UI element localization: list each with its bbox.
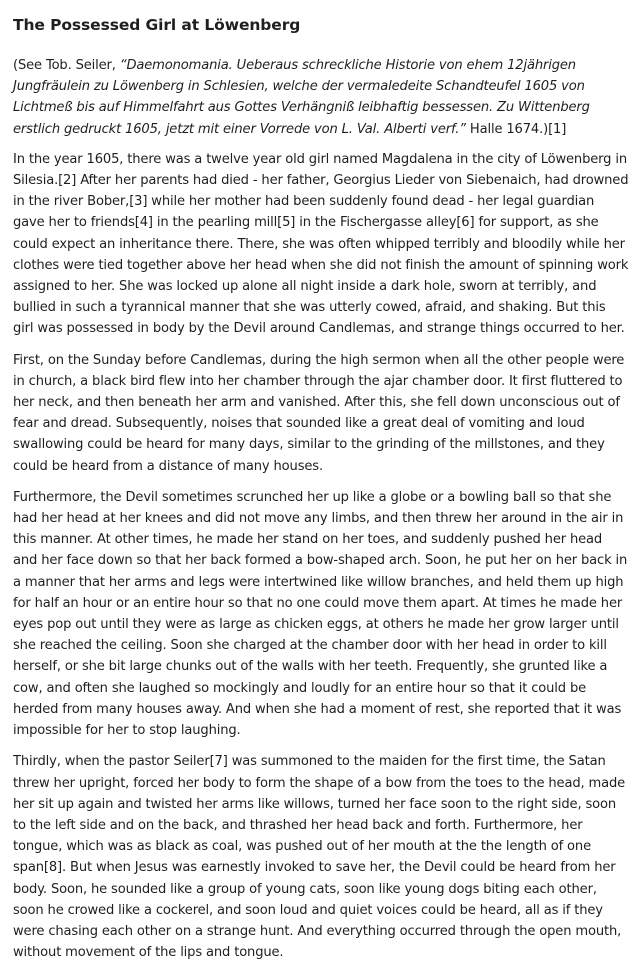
paragraph-2 bbox=[13, 350, 629, 477]
footnote-ref[interactable]: [4] bbox=[134, 215, 153, 231]
source-title: “Daemonomania. Ueberaus schreckliche Historie von ehem 12jährigen Jungfräulein zu Löwenberg in Schlesien, welche der vermaledeite Schandteufel 1605 von Lichtmeß bis auf Himmelfahrt aus Gottes Verhängniß leibhaftig bessessen. Zu Wittenberg erstlich gedruckt 1605, jetzt mit einer Vorrede von L. Val. Alberti verf.” bbox=[13, 58, 590, 137]
paragraph-text: First, on the Sunday before Candlemas, during the high sermon when all the other people were in church, a black bird flew into her chamber through the ajar chamber door. It first fluttered to her neck, and then beneath her arm and vanished. After this, she fell down unconscious out of fear and dread. Subsequently, noises that sounded like a great deal of vomiting and loud swallowing could be heard for many days, similar to the grinding of the millstones, and they could be heard from a distance of many houses. bbox=[13, 352, 625, 474]
source-citation bbox=[13, 55, 629, 140]
paragraph-text: in the pearling mill bbox=[152, 215, 278, 231]
paragraph-4 bbox=[13, 751, 629, 963]
paragraph-1 bbox=[13, 149, 629, 340]
paragraph-text: . But when Jesus was earnestly invoked to save her, the Devil could be heard from her body. Soon, he sounded like a group of young cats, soon like young dogs biting each other, soon he crowed like a cockerel, and soon loud and quiet voices could be heard, all as if they were chasing each other on a strange hunt. And everything occurred through the open mouth, without movement of the lips and tongue. bbox=[13, 860, 622, 961]
source-suffix: Halle 1674.) bbox=[465, 121, 549, 137]
paragraph-text: while her mother had been suddenly found dead - her legal guardian gave her to friends bbox=[13, 194, 595, 231]
footnote-ref[interactable]: [7] bbox=[209, 754, 228, 770]
paragraph-text: After her parents had died - her father, Georgius Lieder von Siebenaich, had drowned in the river Bober, bbox=[13, 173, 629, 210]
paragraph-text: In the year 1605, there was a twelve year old girl named Magdalena in the city of Löwenberg in Silesia. bbox=[13, 151, 627, 189]
footnote-ref[interactable]: [3] bbox=[129, 194, 148, 210]
footnote-ref[interactable]: [6] bbox=[456, 215, 475, 231]
footnote-ref[interactable]: [1] bbox=[548, 121, 567, 137]
page-title: The Possessed Girl at Löwenberg bbox=[13, 16, 301, 34]
paragraph-text: was summoned to the maiden for the first time, the Satan threw her upright, forced her body to form the shape of a bow from the toes to the head, made her sit up again and twisted her arms like willows, turned her face soon to the right side, soon to the left side and on the back, and thrashed her head back and forth. Furthermore, her tongue, which was as black as coal, was pushed out of her mouth at the the length of one span bbox=[13, 754, 626, 876]
paragraph-text: for support, as she could expect an inheritance there. There, she was often whipped terribly and bloodily while her clothes were tied together above her head when she did not finish the amount of spinning work assigned to her. She was locked up alone all night inside a dark hole, sworn at terribly, and bullied in such a tyrannical manner that she was utterly cowed, afraid, and shaking. But this girl was possessed in body by the Devil around Candlemas, and strange things occurred to her. bbox=[13, 215, 629, 337]
footnote-ref[interactable]: [8] bbox=[43, 860, 62, 876]
source-prefix: (See Tob. Seiler, bbox=[13, 58, 120, 73]
footnote-ref[interactable]: [2] bbox=[58, 173, 77, 189]
paragraph-text: Thirdly, when the pastor Seiler bbox=[13, 754, 210, 770]
footnote-ref[interactable]: [5] bbox=[277, 215, 296, 231]
paragraph-3 bbox=[13, 487, 629, 741]
paragraph-text: in the Fischergasse alley bbox=[295, 215, 457, 231]
paragraph-text: Furthermore, the Devil sometimes scrunched her up like a globe or a bowling ball so that she had her head at her knees and did not move any limbs, and then threw her around in the air in this manner. At other times, he made her stand on her toes, and suddenly pushed her head and her face down so that her back formed a bow-shaped arch. Soon, he put her on her back in a manner that her arms and legs were intertwined like willow branches, and held them up high for half an hour or an entire hour so that no one could move them apart. At times he made her eyes pop out until they were as large as chicken eggs, at others he made her grow larger until she reached the ceiling. Soon she charged at the chamber door with her head in order to kill herself, or she bit large chunks out of the walls with her teeth. Frequently, she grunted like a cow, and often she laughed so mockingly and loudly for an entire hour so that it could be herded from many houses away. And when she had a moment of rest, she reported that it was impossible for her to stop laughing. bbox=[13, 489, 628, 739]
